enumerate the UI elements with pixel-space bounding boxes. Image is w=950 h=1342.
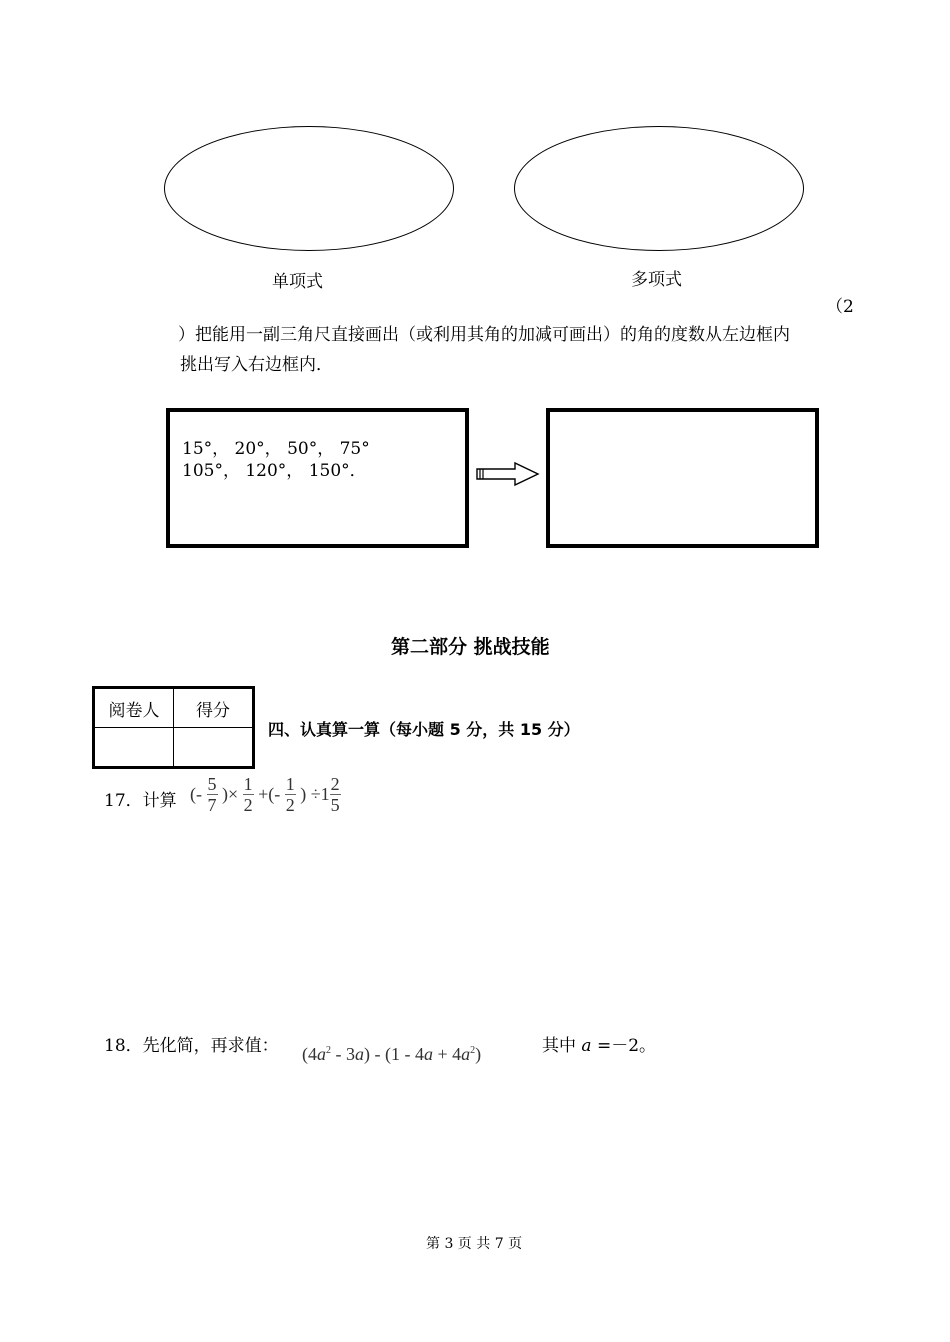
q18-part-e: ) bbox=[475, 1044, 482, 1064]
question-2-text-line1: ）把能用一副三角尺直接画出（或利用其角的加减可画出）的角的度数从左边框内 bbox=[178, 325, 790, 345]
score-table bbox=[92, 686, 255, 769]
question-17-expression bbox=[190, 774, 341, 815]
q18-exponent-2: 2 bbox=[470, 1045, 476, 1056]
q17-plus: +(- bbox=[258, 784, 281, 804]
q18-part-a: (4 bbox=[302, 1044, 317, 1064]
score-cell[interactable] bbox=[174, 728, 254, 768]
f4-numerator: 2 bbox=[330, 774, 340, 794]
q18-part-c: ) - (1 - 4 bbox=[364, 1044, 424, 1064]
condition-prefix: 其中 bbox=[542, 1036, 582, 1056]
question-18-expression bbox=[302, 1044, 481, 1065]
angles-answer-box bbox=[546, 408, 819, 548]
f1-numerator: 5 bbox=[207, 774, 217, 794]
monomial-label: 单项式 bbox=[272, 272, 323, 292]
polynomial-label: 多项式 bbox=[631, 270, 682, 290]
question-2-text-line2: 挑出写入右边框内． bbox=[180, 355, 333, 375]
grader-header: 阅卷人 bbox=[94, 688, 174, 728]
angles-line2: 105°， 120°， 150°． bbox=[182, 461, 367, 481]
f3-denominator: 2 bbox=[285, 795, 295, 815]
f2-denominator: 2 bbox=[243, 795, 253, 815]
question-17-label: 17．计算 bbox=[104, 791, 177, 811]
fraction-1-2-a bbox=[243, 774, 254, 815]
grader-cell[interactable] bbox=[94, 728, 174, 768]
q17-open-paren: (- bbox=[190, 784, 202, 804]
q18-exponent-1: 2 bbox=[326, 1045, 331, 1056]
f3-numerator: 1 bbox=[285, 774, 295, 794]
condition-var: a bbox=[581, 1036, 592, 1056]
f4-denominator: 5 bbox=[330, 795, 340, 815]
q17-times: )× bbox=[222, 784, 239, 804]
page-footer: 第 3 页 共 7 页 bbox=[426, 1236, 523, 1252]
score-header: 得分 bbox=[174, 688, 254, 728]
monomial-oval bbox=[164, 126, 454, 251]
fraction-2-5 bbox=[330, 774, 341, 815]
q18-var-a3: a bbox=[423, 1044, 433, 1064]
angles-line1: 15°， 20°， 50°， 75° bbox=[182, 439, 370, 459]
question-18-condition bbox=[542, 1031, 656, 1056]
q18-part-b: - 3 bbox=[331, 1044, 355, 1064]
f1-denominator: 7 bbox=[207, 795, 217, 815]
polynomial-oval bbox=[514, 126, 804, 251]
section-4-heading: 四、认真算一算（每小题 5 分，共 15 分） bbox=[268, 720, 580, 739]
fraction-5-7 bbox=[207, 774, 218, 815]
condition-rest: =－2。 bbox=[591, 1036, 657, 1056]
question-2-number: （2 bbox=[826, 297, 854, 317]
right-arrow-icon bbox=[475, 461, 541, 487]
angles-source-box bbox=[166, 408, 469, 548]
q18-part-d: + 4 bbox=[432, 1044, 462, 1064]
f2-numerator: 1 bbox=[243, 774, 253, 794]
question-18-label: 18．先化简，再求值： bbox=[104, 1036, 279, 1056]
q18-var-a4: a bbox=[461, 1044, 471, 1064]
fraction-1-2-b bbox=[285, 774, 296, 815]
q18-var-a2: a bbox=[355, 1044, 364, 1064]
q17-divide: ) ÷1 bbox=[300, 784, 330, 804]
part-2-title: 第二部分 挑战技能 bbox=[391, 636, 550, 658]
q18-var-a1: a bbox=[317, 1044, 326, 1064]
